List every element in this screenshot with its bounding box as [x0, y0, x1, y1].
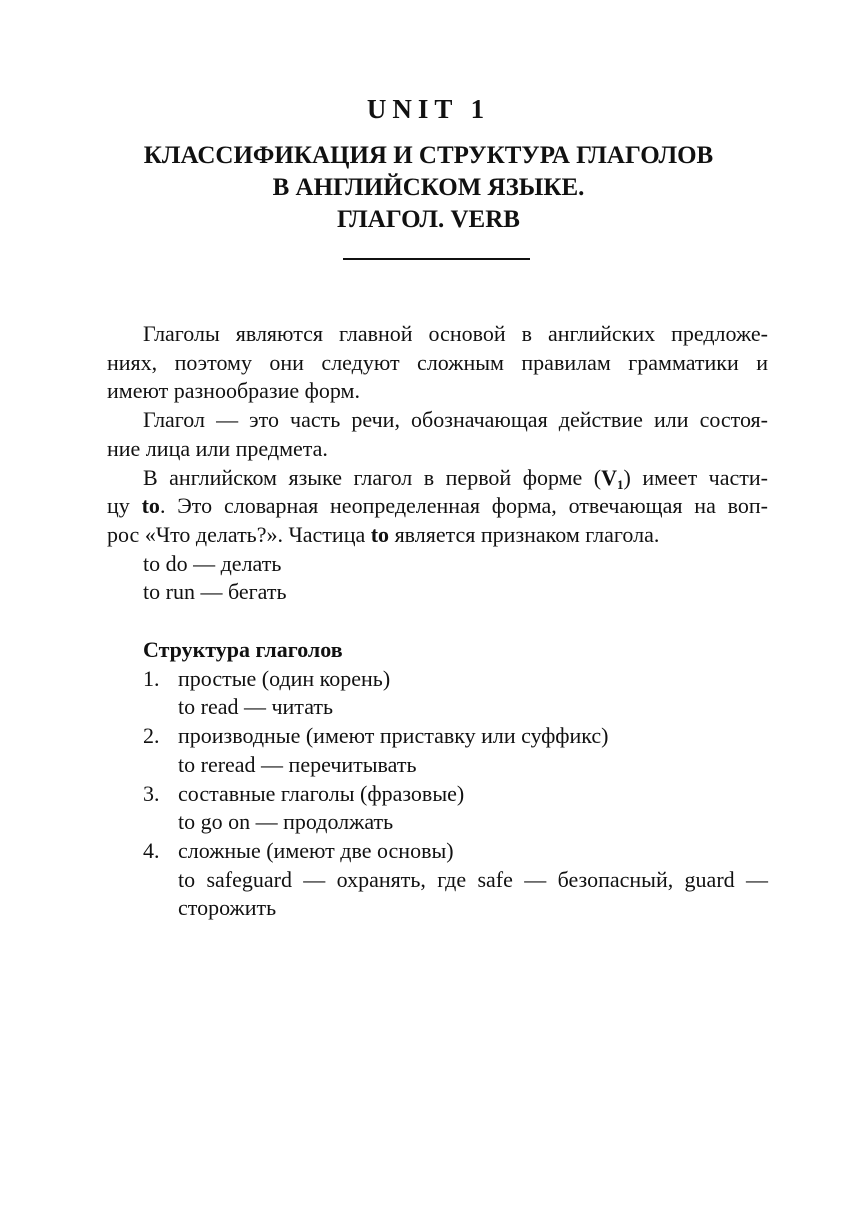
list-item-example-continued: сторожить [178, 895, 277, 921]
list-item-label: простые (один корень) [178, 665, 391, 691]
example-line: to do — делать [143, 550, 282, 576]
paragraph-1-line-2: ниях, поэтому они следуют сложным правилам грамматики и [107, 349, 768, 375]
paragraph-3-text: является признаком глагола. [389, 521, 660, 547]
paragraph-3-text: . Это словарная неопределенная форма, отвечающая на воп- [159, 493, 768, 519]
list-item [107, 722, 768, 779]
list-item-text [107, 665, 768, 694]
example-line: to run — бегать [143, 579, 287, 605]
chapter-title-line-1: КЛАССИФИКАЦИЯ И СТРУКТУРА ГЛАГОЛОВ [143, 142, 714, 169]
chapter-title-line-2: В АНГЛИЙСКОМ ЯЗЫКЕ. [272, 174, 585, 201]
paragraph-3-text: цу [107, 493, 142, 519]
list-item [107, 837, 768, 923]
unit-title: UNIT 1 [366, 94, 491, 124]
list-number: 2. [143, 723, 160, 749]
paragraph-1-line-3: имеют разнообразие форм. [107, 378, 360, 404]
paragraph-2 [107, 406, 768, 463]
list-item-example: to safeguard — охранять, где safe — безопасный, guard — [178, 866, 768, 892]
paragraph-2-line-1: Глагол — это часть речи, обозначающая действие или состоя- [143, 407, 768, 433]
particle-to: to [141, 493, 160, 519]
list-item-example: to read — читать [178, 694, 334, 720]
list-item-example: to reread — перечитывать [178, 751, 417, 777]
paragraph-3-line-3 [107, 521, 768, 550]
list-item-text [107, 780, 768, 809]
particle-to: to [370, 521, 390, 547]
paragraph-3-line-2 [107, 492, 768, 521]
paragraph-3-text: рос «Что делать?». Частица [107, 521, 371, 547]
structure-list [107, 665, 768, 923]
list-number: 1. [143, 665, 160, 691]
list-item [107, 665, 768, 722]
list-item [107, 780, 768, 837]
structure-heading: Структура глаголов [143, 637, 343, 663]
paragraph-3-text: В английском языке глагол в первой форме ( [143, 464, 602, 490]
paragraph-3 [107, 464, 768, 550]
paragraph-3-text: ) имеет части- [623, 464, 768, 490]
chapter-title-line-3: ГЛАГОЛ. VERB [337, 206, 520, 233]
list-number: 3. [143, 780, 160, 806]
paragraph-2-line-2: ние лица или предмета. [107, 435, 328, 461]
list-item-label: сложные (имеют две основы) [178, 837, 454, 863]
section-gap [107, 607, 768, 636]
paragraph-1-line-1: Глаголы являются главной основой в английских предложе- [143, 321, 768, 346]
title-divider [343, 258, 530, 260]
verb-form-symbol: V [601, 464, 618, 490]
list-item-example: to go on — продолжать [178, 809, 394, 835]
body-text [107, 320, 768, 923]
list-number: 4. [143, 837, 160, 863]
list-item-text [107, 722, 768, 751]
list-item-label: составные глаголы (фразовые) [178, 780, 465, 806]
paragraph-3-line-1 [107, 464, 768, 493]
list-item-label: производные (имеют приставку или суффикс) [178, 723, 609, 749]
verb-form-subscript: 1 [617, 476, 624, 492]
paragraph-1 [107, 320, 768, 406]
list-item-text [107, 837, 768, 866]
chapter-title [0, 140, 857, 236]
